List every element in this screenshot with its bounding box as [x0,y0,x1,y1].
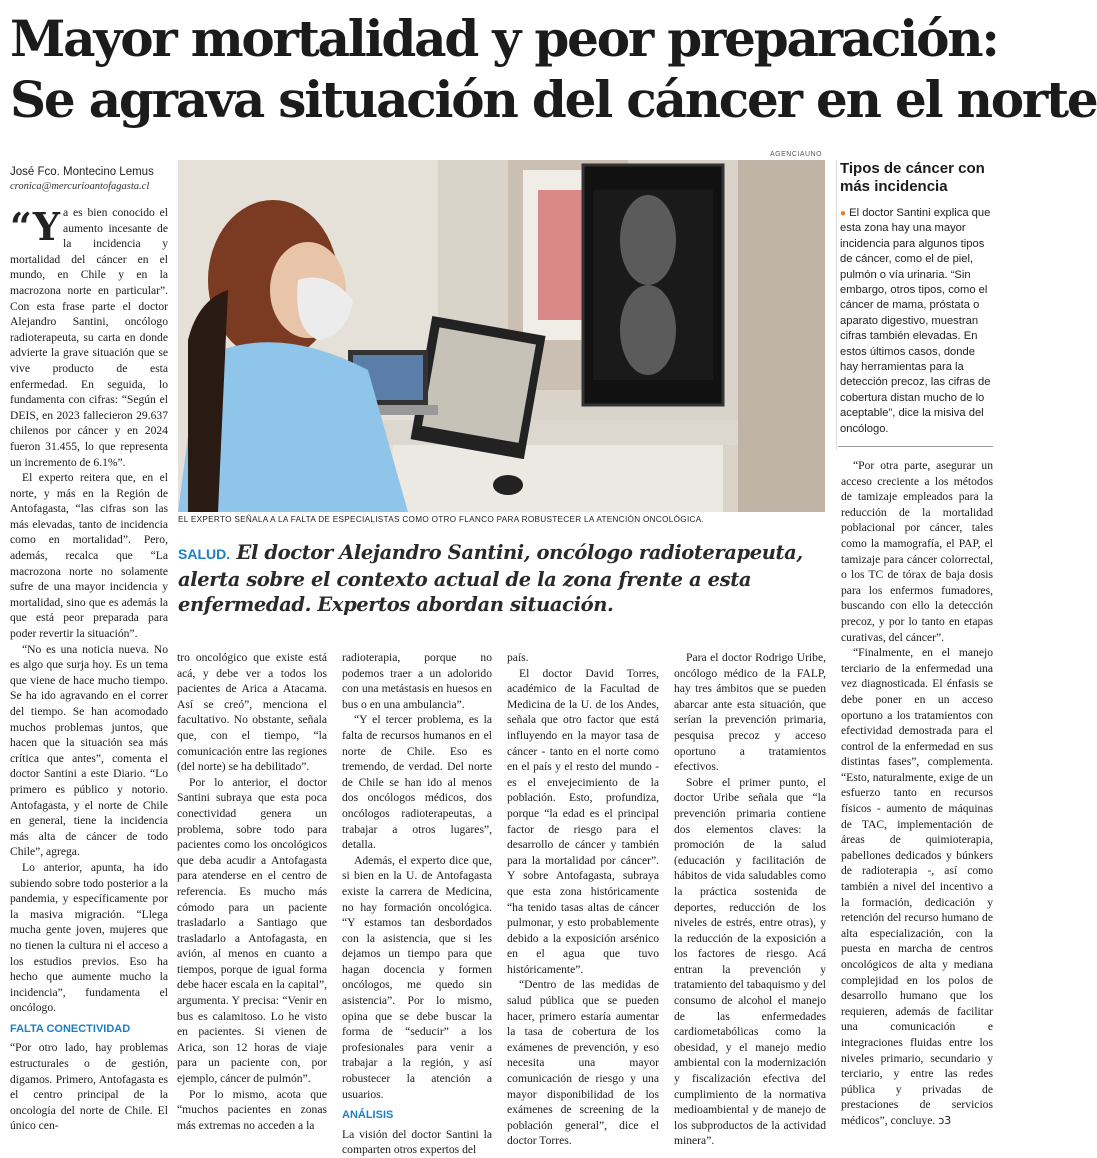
paragraph: Además, el experto dice que, si bien en la U. de Antofagasta existe la carrera de Medicina, no hay formación oncológica. “Y estamos tan desbordados con la asistencia, que si les dejamos un tiempo para que hagan docencia y formen oncólogos, me quedo sin asistencia”. Por lo mismo, opina que se debe buscar la forma de “seducir” a los profesionales para venir a trabajar a la región, y así robustecer la atención a usuarios. [342,853,492,1101]
section-tag: SALUD. [178,546,231,562]
headline-line-1: Mayor mortalidad y peor preparación: [10,9,998,68]
article-column-1 [10,204,168,1133]
lede-text: El doctor Alejandro Santini, oncólogo radioterapeuta, alerta sobre el contexto actual de la zona frente a esta enfermedad. Expertos abordan situación. [178,541,803,616]
sidebar-divider [836,160,837,450]
paragraph: “No es una noticia nueva. No es algo que surja hoy. Es un tema que viene de hace mucho tiempo. Se ha ido agravando en el correr del tiempo. Se han acomodado muchos problemas juntos, que hacen que la situación sea más crítica que antes”, comenta el doctor Santini a este Diario. “Lo primero es público y notorio. Antofagasta, y el norte de Chile en general, tiene la incidencia más alta de cáncer de todo Chile”, agrega. [10,642,168,859]
paragraph: “Por otro lado, hay problemas estructurales o de gestión, digamos. Primero, Antofagasta es el centro principal de la oncología del norte de Chile. El único cen- [10,1041,168,1133]
subhead-analisis: ANÁLISIS [342,1109,394,1122]
photo-caption: EL EXPERTO SEÑALA A LA FALTA DE ESPECIALISTAS COMO OTRO FLANCO PARA ROBUSTECER LA ATENCIÓN ONCOLÓGICA. [178,515,705,524]
author-name: José Fco. Montecino Lemus [10,166,154,178]
article-column-2 [177,650,327,1132]
paragraph: país. [507,651,529,664]
subhead-falta-conectividad: FALTA CONECTIVIDAD [10,1022,131,1035]
lede [178,540,826,617]
byline [10,166,170,192]
sidebar-body: ● El doctor Santini explica que esta zona hay una mayor incidencia para algunos tipos de cáncer, como el de piel, pulmón o vía urinaria. “Sin embargo, otros tipos, como el cáncer de mama, próstata o aparato digestivo, muestran cifras también elevadas. En estos últimos casos, donde hay herramientas para la detección precoz, las cifras de cobertura distan mucho de lo aceptable”, dice la misiva del oncólogo. [840,207,991,435]
article-column-6 [841,458,993,1127]
paragraph: tro oncológico que existe está acá, y debe ver a todos los pacientes de Arica a Atacama. Así se creó”, menciona el facultativo. No obstante, señala que, con el tiempo, “la comunicación entre las regiones (del norte) se ha debilitado”. [177,651,327,774]
headline-line-2: Se agrava situación del cáncer en el norte [10,70,1097,129]
paragraph: El doctor David Torres, académico de la Facultad de Medicina de la U. de los Andes, señala que otro factor que está influyendo en la mayor tasa de cáncer - tanto en el norte como en el país y el resto del mundo - es el envejecimiento de la población. Esto, profundiza, porque “la edad es el principal factor de riesgo para el desarrollo de cáncer y también para la mortalidad por cáncer”. Y sobre Antofagasta, subraya que esta zona históricamente “ha tenido tasas altas de cáncer pulmonar, y esto probablemente debido a la exposición arsénico en el agua que tuvo históricamente”. [507,666,659,976]
paragraph: “Finalmente, en el manejo terciario de la enfermedad una vez diagnosticada. El énfasis se debe poner en un acceso oportuno a los tratamientos con efectividad demostrada para el control de la enfermedad en sus distintas fases”, complementa. “Esto, naturalmente, exige de un esfuerzo tanto en recursos físicos - aumento de máquinas de TAC, implementación de áreas de quimioterapia, pabellones dedicados y búnkers de radioterapia -, así como también a nivel del incentivo a la formación, dedicación y retención del recurso humano de alta especialización, con la puesta en marcha de centros oncológicos de alta y mediana complejidad en los polos de desarrollo humano que los requieren, además de facilitar una comunicación e integraciones fluidas entre los niveles primario, secundario y terciario, y entre las redes pública y privadas de prestaciones de servicios médicos”, concluye. ↄ3 [841,646,993,1127]
article-column-3 [342,650,492,1157]
photo-illustration [178,160,825,512]
paragraph: Sobre el primer punto, el doctor Uribe señala que “la prevención primaria contiene dos elementos claves: la promoción de la salud (educación y facilitación de hábitos de vida saludables como la práctica sostenida de deportes, reducción de los niveles de estrés, entre otras), y la reducción de la exposición a los factores de riesgo. Acá entran la prevención y tratamiento del tabaquismo y del consumo de alcohol el manejo de las enfermedades cardiometabólicas como la obesidad, y el manejo medio ambiental con la modernización y fiscalización efectiva del cumplimiento de la normativa medioambiental y de manejo de los subproductos de la actividad minera”. [674,775,826,1148]
article-photo [178,160,825,512]
paragraph: “Por otra parte, asegurar un acceso creciente a los métodos de tamizaje empleados para la reducción de la mortalidad poblacional por cáncer, tales como la mamografía, el PAP, el tamizaje para cáncer colorrectal, o los TC de tórax de baja dosis para los enfermos fumadores, buscando con ello la detección precoz, y por lo tanto en etapas curativas, del cáncer”. [841,459,993,644]
bullet-icon: ● [840,208,847,219]
author-email: cronica@mercurioantofagasta.cl [10,181,150,192]
sidebar-title: Tipos de cáncer con más incidencia [840,160,985,195]
paragraph: radioterapia, porque no podemos traer a un adolorido con una metástasis en huesos en bus o en una ambulancia”. [342,651,492,711]
paragraph: Por lo mismo, acota que “muchos pacientes en zonas más extremas no acceden a la [177,1087,327,1132]
end-mark-icon: ↄ3 [938,1113,952,1127]
paragraph: Por lo anterior, el doctor Santini subraya que esta poca conectividad genera un problema, sobre todo para pacientes como los oncológicos que deba acudir a Antofagasta para atenderse en el centro de referencia. Es mucho más cómodo para un paciente trasladarlo a Santiago que trasladarlo a Antofagasta, en avión, al menos en cuanto a tiempos, porque de igual forma debe hacer escala en la capital”, argumenta. Y precisa: “Venir en bus es calamitoso. Lo he visto en pacientes. Si vienen de Arica, son 12 horas de viaje para un paciente con, por ejemplo, cáncer de pulmón”. [177,775,327,1086]
paragraph: “Dentro de las medidas de salud pública que se pueden hacer, primero estaría aumentar la tasa de cobertura de los exámenes de prevención, y eso necesita una mayor comunicación de riesgo y una mayor disponibilidad de los exámenes de screening de la población general”, dice el doctor Torres. [507,978,659,1148]
paragraph: Lo anterior, apunta, ha ido subiendo sobre todo posterior a la pandemia, y específicamente por la masiva migración. “Llega mucha gente joven, mujeres que no tienen la cultura ni el acceso a los estudios previos. Eso ha hecho que aumente mucho la incidencia”, fundamenta el oncólogo. [10,860,168,1015]
paragraph: La visión del doctor Santini la comparten otros expertos del [342,1127,492,1157]
paragraph: El experto reitera que, en el norte, y más en la Región de Antofagasta, “las cifras son las más elevadas, tanto de incidencia como en mortalidad”. Pero, además, recalca que “La macrozona norte no solamente sufre de una mayor incidencia y mortalidad, sino que es además la que está peor preparada para poder revertir la situación”. [10,471,168,641]
headline [10,8,1097,130]
dropcap: “Y [10,204,61,249]
paragraph: Para el doctor Rodrigo Uribe, oncólogo médico de la FALP, hay tres ámbitos que se pueden abarcar ante esta situación, que serían la prevención primaria, pesquisa precoz y acceso oportuno a tratamientos efectivos. [674,651,826,774]
paragraph: “Y el tercer problema, es la falta de recursos humanos en el norte de Chile. Eso es tremendo, de verdad. Del norte de Chile se han ido al menos dos oncólogos médicos, dos oncólogos radioterapeutas, a trabajar a otros lugares”, detalla. [342,713,492,852]
article-column-4 [507,650,659,1148]
sidebar-rule [838,446,993,447]
sidebar-box [840,160,992,437]
article-column-5 [674,650,826,1148]
opening-paragraph: “Ya es bien conocido el aumento incesante de la incidencia y mortalidad del cáncer en el mundo, en Chile y en la macrozona norte en particular”. Con esta frase parte el doctor Alejandro Santini, oncólogo radioterapeuta, su carta en donde advierte la grave situación que se vive producto de esta enfermedad. En seguida, lo fundamenta con cifras: “Según el DEIS, en 2023 fallecieron 29.637 chilenos por cáncer y en 2024 fueron 31.455, lo que representa un incremento de 6.1%”. [10,204,168,469]
photo-credit: AGENCIAUNO [770,151,823,158]
